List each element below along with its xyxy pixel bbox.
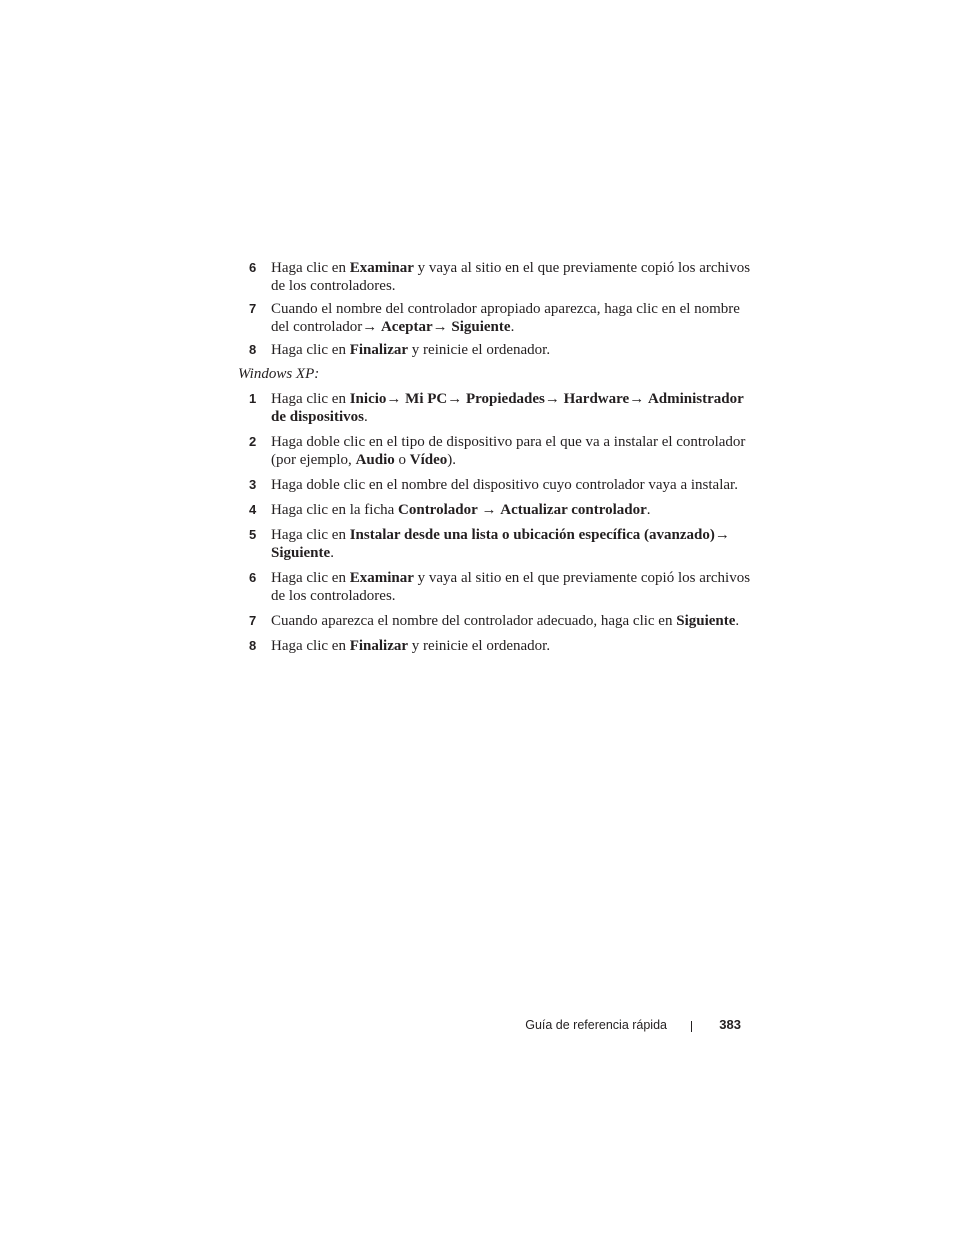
- ui-term: Controlador: [398, 502, 478, 518]
- ui-term: Siguiente: [676, 613, 736, 629]
- footer-title: Guía de referencia rápida: [525, 1018, 667, 1032]
- ui-term: Instalar desde una lista o ubicación específica (avanzado): [349, 527, 715, 543]
- step-number: 7: [249, 301, 257, 316]
- ui-term: Administrador de dispositivos: [271, 391, 744, 425]
- step-5-install-from-list: 5 Haga clic en Instalar desde una lista o ubicación específica (avanzado)→ Siguiente.: [249, 527, 730, 561]
- step-number: 5: [249, 527, 257, 542]
- ui-term: Examinar: [349, 570, 414, 586]
- ui-term: Siguiente: [271, 545, 331, 561]
- step-number: 7: [249, 613, 257, 628]
- ui-term: Vídeo: [409, 452, 448, 468]
- step-number: 2: [249, 434, 257, 449]
- footer-separator: [691, 1021, 692, 1032]
- step-1-open-device-manager: 1 Haga clic en Inicio→ Mi PC→ Propiedades→ Hardware→ Administrador de dispositivos.: [249, 391, 744, 425]
- step-2-device-type: 2 Haga doble clic en el tipo de dispositivo para el que va a instalar el controlador (por ejemplo, Audio o Vídeo).: [249, 434, 746, 468]
- ui-term: Finalizar: [349, 342, 409, 358]
- step-6-browse: 6 Haga clic en Examinar y vaya al sitio en el que previamente copió los archivos de los controladores.: [249, 570, 751, 604]
- step-4-driver-tab: 4 Haga clic en la ficha Controlador → Actualizar controlador.: [249, 502, 651, 518]
- step-3-device-name: 3 Haga doble clic en el nombre del dispositivo cuyo controlador vaya a instalar.: [249, 477, 738, 493]
- ui-term: Siguiente: [451, 319, 511, 335]
- ui-term: Finalizar: [349, 638, 409, 654]
- ui-term: Inicio: [349, 391, 387, 407]
- step-8-finish: 8 Haga clic en Finalizar y reinicie el ordenador.: [249, 638, 551, 654]
- step-7-select-driver: 7 Cuando el nombre del controlador apropiado aparezca, haga clic en el nombre del controlador→ Aceptar→ Siguiente.: [249, 301, 740, 335]
- ui-term: Audio: [355, 452, 395, 468]
- step-number: 6: [249, 260, 257, 275]
- ui-term: Mi PC: [405, 391, 448, 407]
- page-footer: [0, 1016, 954, 1034]
- step-number: 6: [249, 570, 257, 585]
- ui-term: Aceptar: [380, 319, 433, 335]
- step-number: 8: [249, 638, 257, 653]
- step-6-browse: 6 Haga clic en Examinar y vaya al sitio en el que previamente copió los archivos de los controladores.: [249, 260, 751, 294]
- step-number: 4: [249, 502, 257, 517]
- ui-term: Hardware: [563, 391, 630, 407]
- step-7-select-driver: 7 Cuando aparezca el nombre del controlador adecuado, haga clic en Siguiente.: [249, 613, 740, 629]
- section-label-windows-xp: Windows XP:: [238, 366, 320, 382]
- ui-term: Actualizar controlador: [500, 502, 647, 518]
- page-number: 383: [719, 1017, 741, 1032]
- step-number: 3: [249, 477, 257, 492]
- step-number: 1: [249, 391, 257, 406]
- ui-term: Examinar: [349, 260, 414, 276]
- ui-term: Propiedades: [465, 391, 545, 407]
- step-8-finish: 8 Haga clic en Finalizar y reinicie el ordenador.: [249, 342, 551, 358]
- instructions-content: [238, 259, 758, 655]
- step-number: 8: [249, 342, 257, 357]
